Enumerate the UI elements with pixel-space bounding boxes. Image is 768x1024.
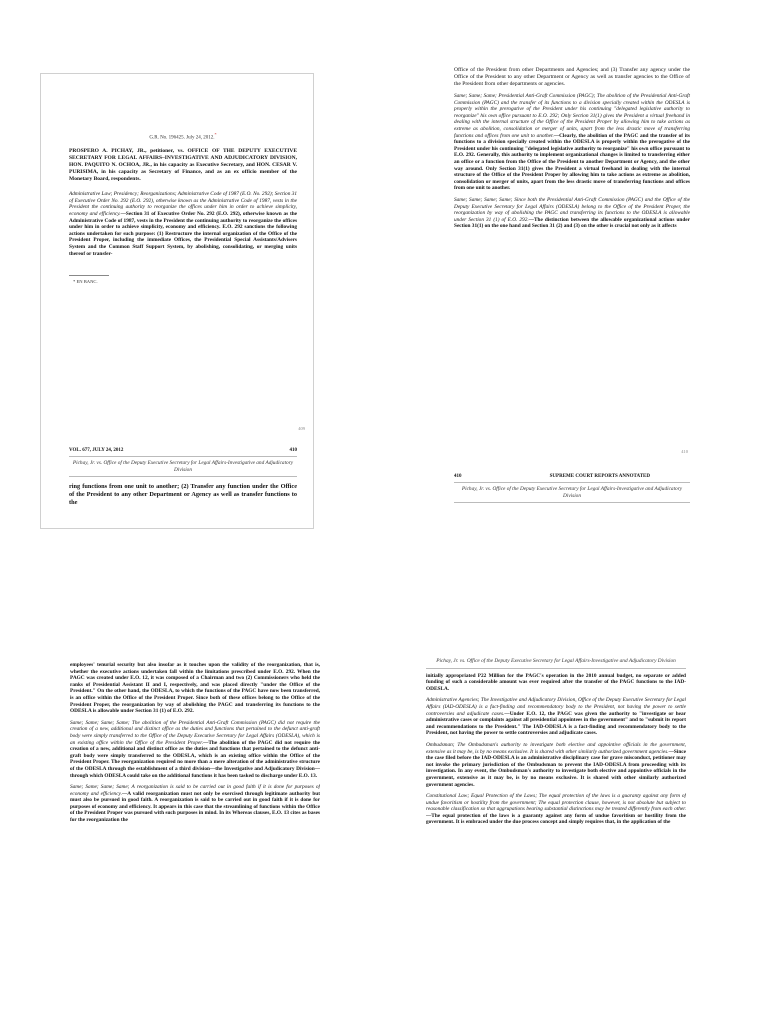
case-caption: PROSPERO A. PICHAY, JR., petitioner, vs. OFFICE OF THE DEPUTY EXECUTIVE SECRETARY FOR LEGAL AFFAIRS–INVESTIGATIVE AND ADJUDICATORY DIVISION, HON. PAQUITO N. OCHOA, JR., in his capacity as Executive Secretary, and HON. CESAR V. PURISIMA, in his capacity as Secretary of Finance, and as an ex officio member of the Monetary Board, respondents. [69,148,297,183]
syllabus-paragraph: Administrative Law; Presidency; Reorganizations; Administrative Code of 1987 (E.O. No. 292); Section 31 of Executive Order No. 292 (E.O. 292), otherwise known as the Administrative Code of 1987, vests in the President the continuing authority to reorganize the offices under him in order to achieve simplicity, economy and efficiency.—Section 31 of Executive Order No. 292 (E.O. 292), otherwise known as the Administrative Code of 1987, vests in the President the continuing authority to reorganize the offices under him in order to achieve simplicity, economy and efficiency. E.O. 292 sanctions the following actions undertaken for such purpose: (1) Restructure the internal organization of the Office of the President Proper, including the immediate Offices, the Presidential Special Assistants/Advisers System and the Common Staff Support System, by abolishing, consolidating, or merging units thereof or transfer- [69,191,298,257]
document-page-2 [436,61,696,516]
document-page-3 [70,658,320,1024]
syllabus-paragraph: Same; Same; Same; Same; Since both the Presidential Anti-Graft Commission (PAGC) and the Office of the Deputy Executive Secretary for Legal Affairs (ODESLA) belong to the Office of the President Proper, the reorganization by way of abolishing the PAGC and transferring its functions to the ODESLA is allowable under Section 31 (1) of E.O. 292.—The distinction between the allowable organizational actions under Section 31(1) on the one hand and Section 31 (2) and (3) on the other is crucial not only as it affects [454,196,690,230]
top-paragraph: Office of the President from other Departments and Agencies; and (3) Transfer any agency under the Office of the President to any other Department or Agency as well as transfer agencies to the Office of the President from other departments or agencies. [454,67,690,87]
body-paragraph: initially appropriated P22 Million for the PAGC's operation in the 2010 annual budget, no separate or added funding of such a considerable amount was ever required after the transfer of the PAGC functions to the IAD-ODESLA. [426,672,686,692]
syllabus-paragraph: Ombudsman; The Ombudsman's authority to investigate both elective and appointive officials in the government, extensive as it may be, is by no means exclusive. It is shared with other similarly authorized government agencies.—Since the case filed before the IAD-ODESLA is an administrative disciplinary case for grave misconduct, petitioner may not invoke the primary jurisdiction of the Ombudsman to prevent the IAD-ODESLA from proceeding with its investigation. In any event, the Ombudsman's authority to investigate both elective and appointive officials in the government, extensive as it may be, is by no means exclusive. It is shared with other similarly authorized government agencies. [426,741,686,788]
divider [454,482,690,483]
running-head: 410 SUPREME COURT REPORTS ANNOTATED [454,474,650,479]
divider [69,456,297,457]
syllabus-paragraph: Same; Same; Same; Same; The abolition of the Presidential Anti-Graft Commission (PAGC) did not require the creation of a new, additional and distinct office as the duties and functions that pertained to the defunct anti-graft body were simply transferred to the Office of the Deputy Executive Secretary for Legal Affairs (ODESLA), which is an existing office within the Office of the President Proper.—The abolition of the PAGC did not require the creation of a new, additional and distinct office as the duties and functions that pertained to the defunct anti-graft body were simply transferred to the ODESLA, which is an existing office within the Office of the President Proper. The reorganization required no more than a mere alteration of the administrative structure of the ODESLA through the establishment of a third division—the Investigative and Adjudicatory Division—through which ODESLA could take on the additional functions it has been tasked to discharge under E.O. 13. [70,719,320,779]
footnote-rule [69,275,109,276]
page-number: 410 [681,449,688,454]
divider [454,502,690,503]
running-title: Pichay, Jr. vs. Office of the Deputy Executive Secretary for Legal Affairs-Investigative and Adjudicatory Division [72,460,294,473]
running-title: Pichay, Jr. vs. Office of the Deputy Executive Secretary for Legal Affairs-Investigative and Adjudicatory Division [436,658,676,664]
divider [69,476,297,477]
divider [426,668,686,669]
continued-paragraph: ring functions from one unit to another; (2) Transfer any function under the Office of the President to any other Department or Agency as well as transfer functions to the [69,483,297,506]
running-head: VOL. 677, JULY 24, 2012 410 [69,448,297,453]
syllabus-paragraph: Administrative Agencies; The Investigative and Adjudicatory Division, Office of the Deputy Executive Secretary for Legal Affairs (IAD-ODESLA) is a fact-finding and recommendatory body to the President, not having the power to settle controversies and adjudicate cases.—Under E.O. 12, the PAGC was given the authority to "investigate or hear administrative cases or complaints against all presidential appointees in the government" and to "submit its report and recommendations to the President." The IAD-ODESLA is a fact-finding and recommendatory body to the President, not having the power to settle controversies and adjudicate cases. [426,697,686,737]
document-page-1 [40,73,314,529]
body-paragraph: employees' tenurial security but also insofar as it touches upon the validity of the reorganization, that is, whether the executive actions undertaken fall within the limitations prescribed under E.O. 292. When the PAGC was created under E.O. 12, it was composed of a Chairman and two (2) Commissioners who held the ranks of Presidential Assistant II and I, respectively, and was placed directly "under the Office of the President." On the other hand, the ODESLA, to which the functions of the PAGC have now been transferred, is an office within the Office of the President Proper. Since both of these offices belong to the Office of the President Proper, the reorganization by way of abolishing the PAGC and transferring its functions to the ODESLA is allowable under Section 31 (1) of E.O. 292. [70,662,320,715]
page-number: 409 [298,426,305,431]
syllabus-paragraph: Same; Same; Same; Same; A reorganization is said to be carried out in good faith if it is done for purposes of economy and efficiency.—A valid reorganization must not only be exercised through legitimate authority but must also be pursued in good faith. A reorganization is said to be carried out in good faith if it is done for purposes of economy and efficiency. It appears in this case that the streamlining of functions within the Office of the President Proper was pursued with such purposes in mind. In its Whereas clauses, E.O. 13 cites as bases for the reorganization the [70,784,320,824]
case-number: G.R. No. 196425. July 24, 2012.* [149,132,217,141]
syllabus-paragraph: Same; Same; Same; Presidential Anti-Graft Commission (PAGC); The abolition of the Presidential Anti-Graft Commission (PAGC) and the transfer of its functions to a division specially created within the ODESLA is properly within the prerogative of the President under his continuing "delegated legislative authority to reorganize" his own office pursuant to E.O. 292; Only Section 31(1) gives the President a virtual freehand in dealing with the internal structure of the Office of the President Proper by allowing him to take actions as extreme as abolition, consolidation or merger of units, apart from the less drastic move of transferring functions and offices from one unit to another.—Clearly, the abolition of the PAGC and the transfer of its functions to a division specially created within the ODESLA is properly within the prerogative of the President under his continuing "delegated legislative authority to reorganize" his own office pursuant to E.O. 292. Generally, this authority to implement organizational changes is limited to transferring either an office or a function from the Office of the President to another Department or Agency, and the other way around. Only Section 31(1) gives the President a virtual freehand in dealing with the internal structure of the Office of the President Proper by allowing him to take actions as extreme as abolition, consolidation or merger of units, apart from the less drastic move of transferring functions and offices from one unit to another. [454,93,690,192]
document-page-4 [426,658,686,1024]
syllabus-paragraph: Constitutional Law; Equal Protection of the Laws; The equal protection of the laws is a guaranty against any form of undue favoritism or hostility from the government; The equal protection clause, however, is not absolute but subject to reasonable classification so that aggrupations bearing substantial distinctions may be treated differently from each other.—The equal protection of the laws is a guaranty against any form of undue favoritism or hostility from the government. It is embraced under the due process concept and simply requires that, in the application of the [426,793,686,826]
running-title: Pichay, Jr. vs. Office of the Deputy Executive Secretary for Legal Affairs-Investigative and Adjudicatory Division [461,486,683,499]
footnote: * EN BANC. [73,279,98,285]
